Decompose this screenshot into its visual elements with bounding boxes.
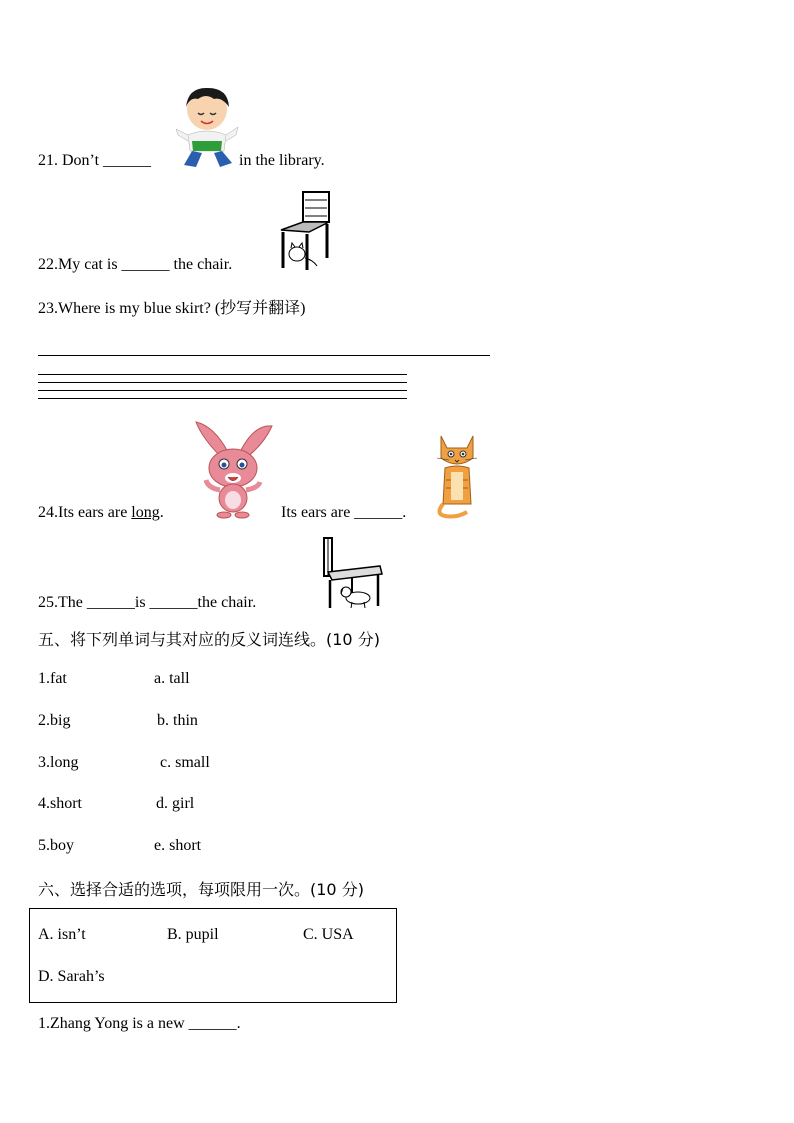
q21-line bbox=[38, 152, 151, 170]
s6-question-1: 1.Zhang Yong is a new ______. bbox=[38, 1015, 241, 1032]
q21-text-b: in the library. bbox=[239, 152, 325, 169]
boy-jumping-icon bbox=[174, 85, 240, 171]
q22-text: 22.My cat is ______ the chair. bbox=[38, 256, 233, 273]
q21-text-a: . Don’t ______ bbox=[54, 152, 152, 169]
answer-line-3 bbox=[38, 382, 407, 383]
option-c: C. USA bbox=[303, 926, 354, 943]
answer-line-2 bbox=[38, 374, 407, 375]
chair-with-cat-icon bbox=[279, 190, 333, 270]
chair-with-dog-icon bbox=[322, 536, 384, 610]
s5-right-5: e. short bbox=[154, 837, 202, 854]
section5-title: 五、将下列单词与其对应的反义词连线。(10 分) bbox=[38, 630, 380, 649]
answer-line-4 bbox=[38, 390, 407, 391]
q24-text bbox=[38, 504, 164, 522]
s5-left-1: 1.fat bbox=[38, 670, 67, 687]
q24-long-word: long bbox=[131, 504, 160, 521]
option-a: A. isn’t bbox=[38, 926, 86, 943]
section6-title: 六、选择合适的选项，每项限用一次。(10 分) bbox=[38, 880, 364, 899]
q24-text-b: . bbox=[159, 504, 164, 521]
s5-right-1: a. tall bbox=[154, 670, 190, 687]
q21-number: 21 bbox=[38, 152, 54, 169]
option-d: D. Sarah’s bbox=[38, 968, 105, 985]
options-box bbox=[29, 908, 397, 1003]
q24-text-c: Its ears are ______. bbox=[281, 504, 407, 521]
s5-left-3: 3.long bbox=[38, 754, 79, 771]
s5-right-2: b. thin bbox=[157, 712, 198, 729]
s5-left-2: 2.big bbox=[38, 712, 71, 729]
s5-right-4: d. girl bbox=[156, 795, 195, 812]
rabbit-icon bbox=[192, 418, 274, 520]
q25-text: 25.The ______is ______the chair. bbox=[38, 594, 257, 611]
q24-text-a: 24.Its ears are bbox=[38, 504, 132, 521]
s5-left-5: 5.boy bbox=[38, 837, 74, 854]
cat-icon bbox=[433, 430, 481, 520]
answer-line-5 bbox=[38, 398, 407, 399]
q23-text: 23.Where is my blue skirt? (抄写并翻译) bbox=[38, 300, 306, 317]
answer-line-1 bbox=[38, 355, 490, 356]
s5-left-4: 4.short bbox=[38, 795, 82, 812]
option-b: B. pupil bbox=[167, 926, 219, 943]
s5-right-3: c. small bbox=[160, 754, 210, 771]
